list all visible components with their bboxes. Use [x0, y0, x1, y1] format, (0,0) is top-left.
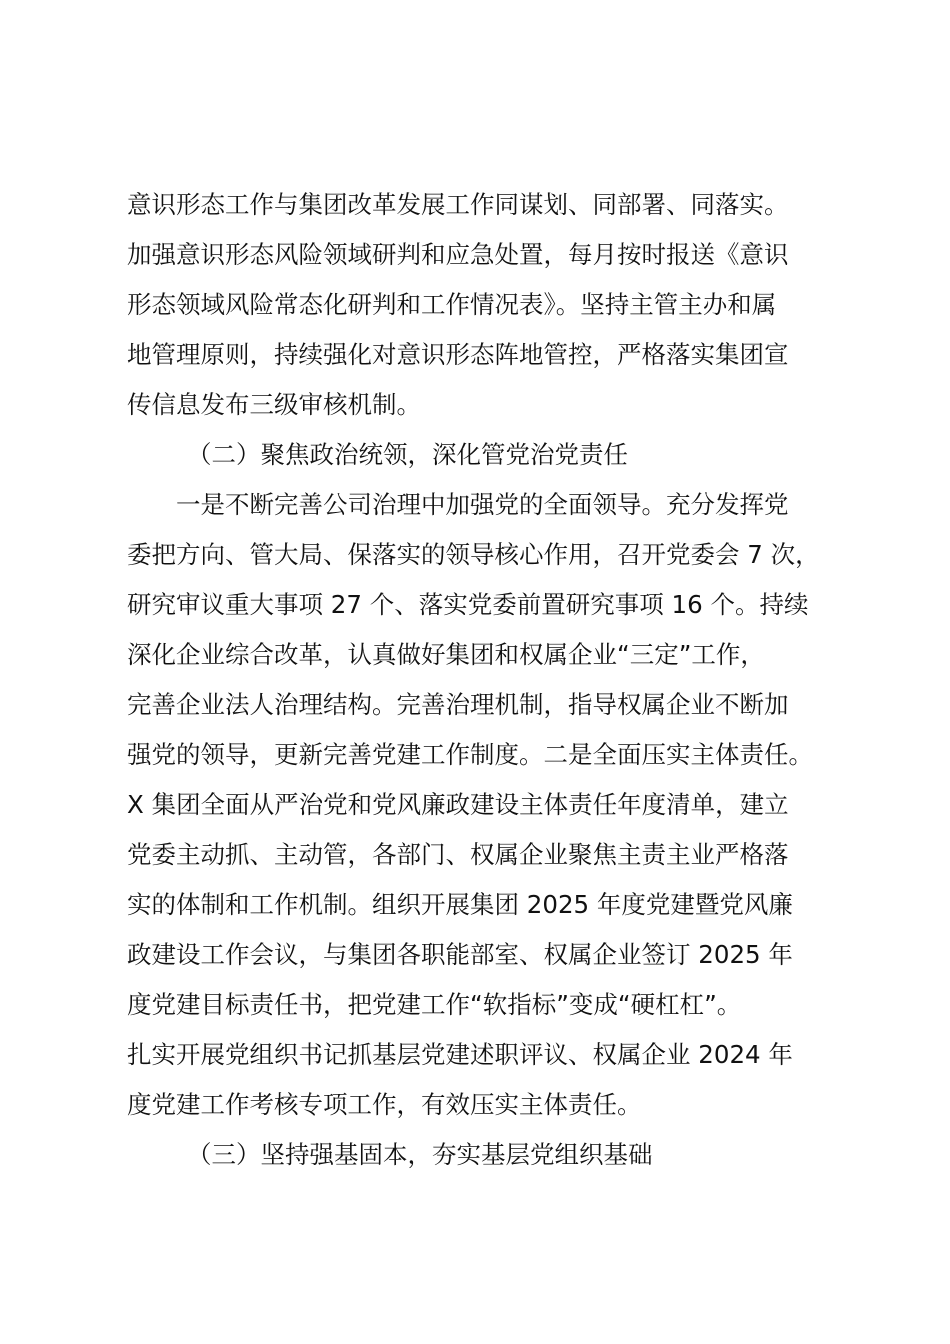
- document-body: [127, 180, 847, 1180]
- text-line: 委把方向、管大局、保落实的领导核心作用，召开党委会 7 次，: [127, 540, 820, 569]
- text-line: 扎实开展党组织书记抓基层党建述职评议、权属企业 2024 年: [127, 1040, 793, 1069]
- text-line: 加强意识形态风险领域研判和应急处置，每月按时报送《意识: [127, 240, 789, 269]
- text-line: 研究审议重大事项 27 个、落实党委前置研究事项 16 个。持续: [127, 590, 809, 619]
- text-line: 实的体制和工作机制。组织开展集团 2025 年度党建暨党风廉: [127, 890, 793, 919]
- text-line: 完善企业法人治理结构。完善治理机制，指导权属企业不断加: [127, 690, 789, 719]
- text-line: 度党建工作考核专项工作，有效压实主体责任。: [127, 1090, 642, 1119]
- text-line: 党委主动抓、主动管，各部门、权属企业聚焦主责主业严格落: [127, 840, 789, 869]
- text-line: 地管理原则，持续强化对意识形态阵地管控，严格落实集团宣: [127, 340, 789, 369]
- text-line: 意识形态工作与集团改革发展工作同谋划、同部署、同落实。: [127, 190, 789, 219]
- paragraph-first-line: 一是不断完善公司治理中加强党的全面领导。充分发挥党: [176, 490, 789, 519]
- text-line: 传信息发布三级审核机制。: [127, 390, 421, 419]
- text-line: X 集团全面从严治党和党风廉政建设主体责任年度清单，建立: [127, 790, 789, 819]
- text-line: 强党的领导，更新完善党建工作制度。二是全面压实主体责任。: [127, 740, 813, 769]
- text-line: 形态领域风险常态化研判和工作情况表》。坚持主管主办和属: [127, 290, 777, 319]
- text-line: 深化企业综合改革，认真做好集团和权属企业“三定”工作，: [127, 640, 765, 669]
- section-heading-2: （二）聚焦政治统领，深化管党治党责任: [187, 440, 628, 469]
- section-heading-3: （三）坚持强基固本，夯实基层党组织基础: [187, 1140, 653, 1169]
- text-line: 度党建目标责任书，把党建工作“软指标”变成“硬杠杠”。: [127, 990, 742, 1019]
- text-line: 政建设工作会议，与集团各职能部室、权属企业签订 2025 年: [127, 940, 793, 969]
